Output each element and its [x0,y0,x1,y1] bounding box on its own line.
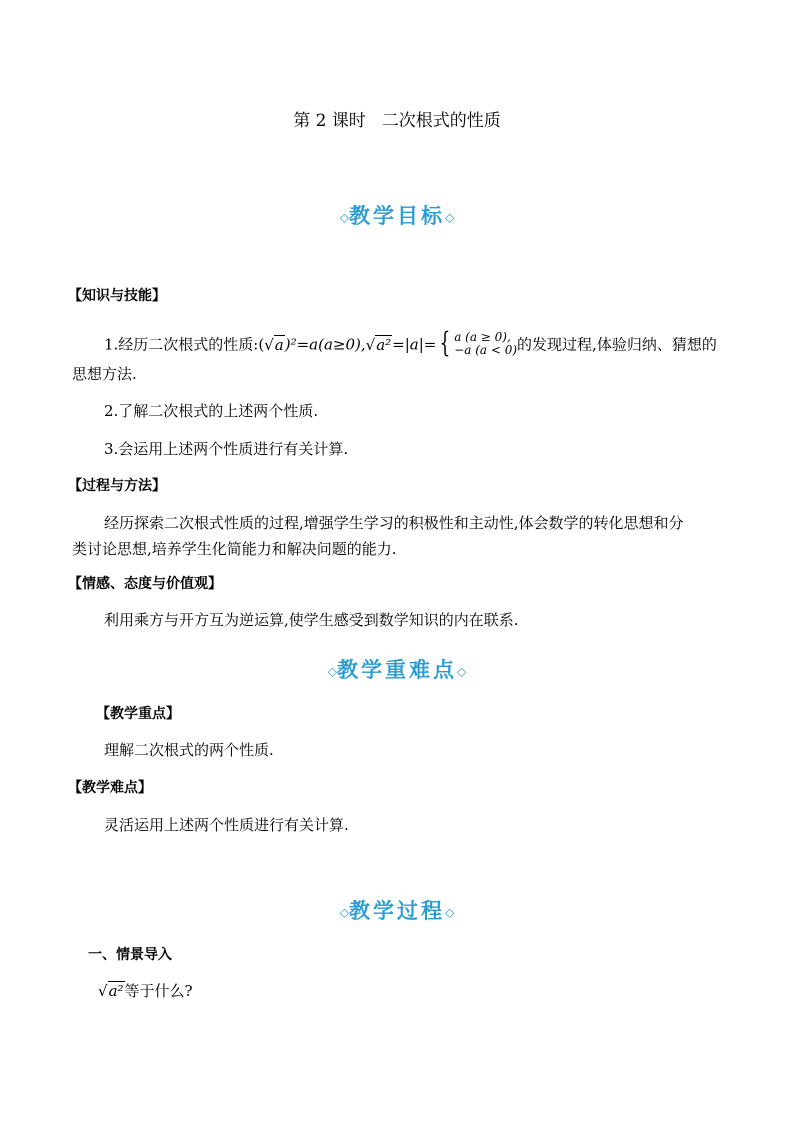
focus-heading: 【教学重点】 [96,706,180,722]
sqrt-symbol: √a² [365,335,392,354]
difficulty-text: 灵活运用上述两个性质进行有关计算. [104,816,349,834]
lesson-number: 第 2 课时 [293,111,366,131]
section-title-process: ◇教学过程◇ [339,898,455,923]
diamond-icon: ◇ [339,905,349,920]
step1-heading: 一、情景导入 [88,947,172,963]
section-title-key-points: ◇教学重难点◇ [327,657,467,682]
step1-question: √a²等于什么? [98,982,193,1000]
goal-item-3: 3.会运用上述两个性质进行有关计算. [104,440,349,458]
difficulty-heading: 【教学难点】 [68,780,152,796]
diamond-icon: ◇ [445,905,455,920]
process-method-line1: 经历探索二次根式性质的过程,增强学生学习的积极性和主动性,体会数学的转化思想和分 [104,514,684,532]
process-method-heading: 【过程与方法】 [68,478,166,494]
brace-icon: { [439,326,451,359]
goal-item-1: 1.经历二次根式的性质:(√a)²=a(a≥0),√a²=|a|= { a (a ≥ 0), −a (a < 0)的发现过程,体验归纳、猜想的 [104,326,717,359]
knowledge-heading: 【知识与技能】 [68,288,166,304]
sqrt-symbol: √a² [98,982,124,1000]
emotion-text: 利用乘方与开方互为逆运算,使学生感受到数学知识的内在联系. [104,611,519,629]
section-title-goals: ◇教学目标◇ [339,203,455,228]
process-method-line2: 类讨论思想,培养学生化简能力和解决问题的能力. [72,540,397,558]
lesson-topic: 二次根式的性质 [381,111,501,131]
goal-item-1-line2: 思想方法. [72,365,137,383]
emotion-heading: 【情感、态度与价值观】 [68,576,222,592]
diamond-icon: ◇ [339,210,349,225]
diamond-icon: ◇ [445,210,455,225]
page-title [0,106,794,131]
diamond-icon: ◇ [327,664,337,679]
focus-text: 理解二次根式的两个性质. [104,741,274,759]
goal-item-2: 2.了解二次根式的上述两个性质. [104,402,319,420]
piecewise-cases: a (a ≥ 0), −a (a < 0) [454,329,518,357]
sqrt-symbol: √a [264,335,284,354]
diamond-icon: ◇ [457,664,467,679]
